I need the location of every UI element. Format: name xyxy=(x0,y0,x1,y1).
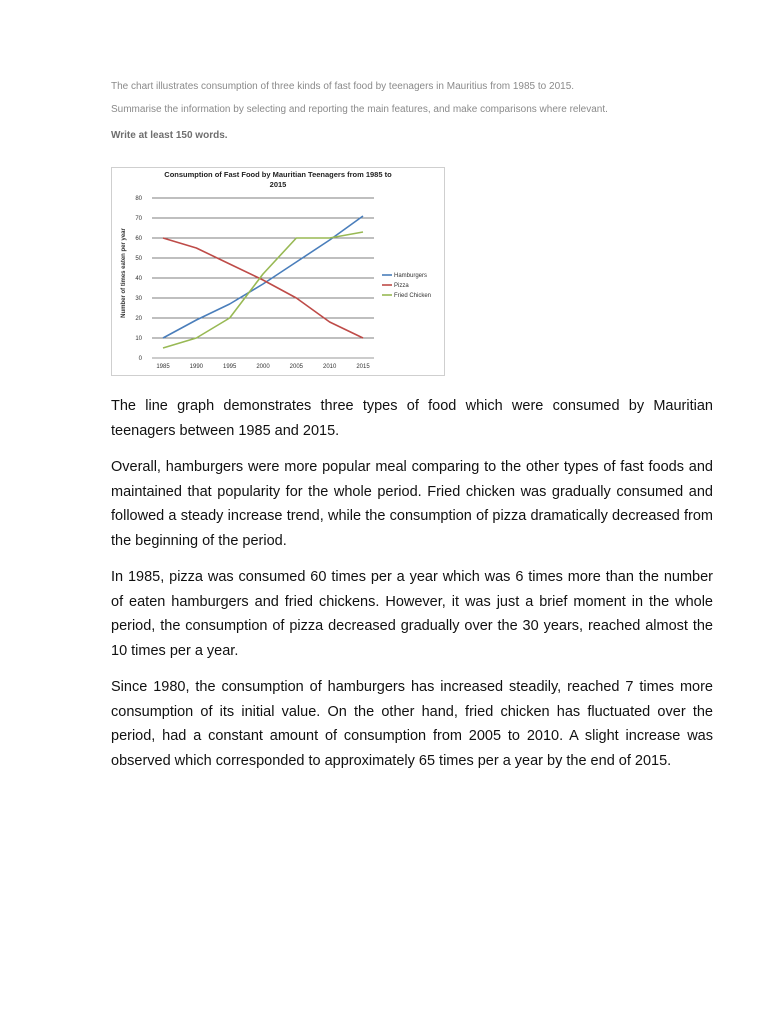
y-tick-10: 10 xyxy=(135,336,142,342)
x-tick-labels xyxy=(156,364,370,370)
series-lines xyxy=(163,216,363,348)
chart-title-line-2: 2015 xyxy=(269,180,287,189)
essay-paragraph-3: In 1985, pizza was consumed 60 times per a year which was 6 times more than the number of eaten hamburgers and fried chickens. However, it was just a brief moment in the whole period, the consumption of pizza decreased gradually over the 30 years, reached almost the 10 times per a year. xyxy=(111,569,713,659)
essay-paragraph-2: Overall, hamburgers were more popular meal comparing to the other types of fast foods and maintained that popularity for the whole period. Fried chicken was gradually consumed and followed a steady increase trend, while the consumption of pizza dramatically decreased from the beginning of the period. xyxy=(111,459,713,549)
x-tick-1985: 1985 xyxy=(156,364,170,370)
legend xyxy=(382,273,431,299)
x-tick-2005: 2005 xyxy=(289,364,304,370)
task-prompt xyxy=(111,78,631,144)
y-tick-60: 60 xyxy=(135,236,142,242)
essay-paragraph-1: The line graph demonstrates three types of food which were consumed by Mauritian teenagers between 1985 and 2015. xyxy=(111,398,713,439)
task-instruction: Summarise the information by selecting and reporting the main features, and make comparisons where relevant. xyxy=(111,104,608,115)
x-tick-2000: 2000 xyxy=(256,364,270,370)
y-tick-70: 70 xyxy=(135,216,142,222)
legend-label-hamburgers: Hamburgers xyxy=(394,273,428,279)
x-tick-2015: 2015 xyxy=(356,364,370,370)
essay xyxy=(111,394,713,785)
chart-title-line-1: Consumption of Fast Food by Mauritian Teenagers from 1985 to xyxy=(164,170,392,179)
series-line-pizza xyxy=(163,238,363,338)
essay-paragraph-4: Since 1980, the consumption of hamburgers has increased steadily, reached 7 times more consumption of its initial value. On the other hand, fried chicken has fluctuated over the period, had a constant amount of consumption from 2005 to 2010. A slight increase was observed which corresponded to approximately 65 times per a year by the end of 2015. xyxy=(111,679,713,769)
x-tick-1990: 1990 xyxy=(189,364,204,370)
y-tick-80: 80 xyxy=(135,196,142,202)
y-tick-0: 0 xyxy=(138,356,142,362)
x-tick-1995: 1995 xyxy=(222,364,237,370)
y-axis-label: Number of times eaten per year xyxy=(121,228,127,318)
line-chart xyxy=(111,167,445,376)
series-line-fried-chicken xyxy=(163,232,363,348)
y-tick-30: 30 xyxy=(135,296,142,302)
legend-label-pizza: Pizza xyxy=(394,283,409,289)
word-count-requirement: Write at least 150 words. xyxy=(111,130,228,141)
series-line-hamburgers xyxy=(163,216,363,338)
y-tick-20: 20 xyxy=(135,316,142,322)
gridlines xyxy=(152,198,374,358)
y-tick-40: 40 xyxy=(135,276,142,282)
chart-svg xyxy=(112,168,444,375)
y-tick-50: 50 xyxy=(135,256,142,262)
y-tick-labels xyxy=(135,196,142,362)
legend-label-fried-chicken: Fried Chicken xyxy=(394,293,432,299)
x-tick-2010: 2010 xyxy=(322,364,337,370)
task-description: The chart illustrates consumption of three kinds of fast food by teenagers in Mauritius from 1985 to 2015. xyxy=(111,81,575,92)
